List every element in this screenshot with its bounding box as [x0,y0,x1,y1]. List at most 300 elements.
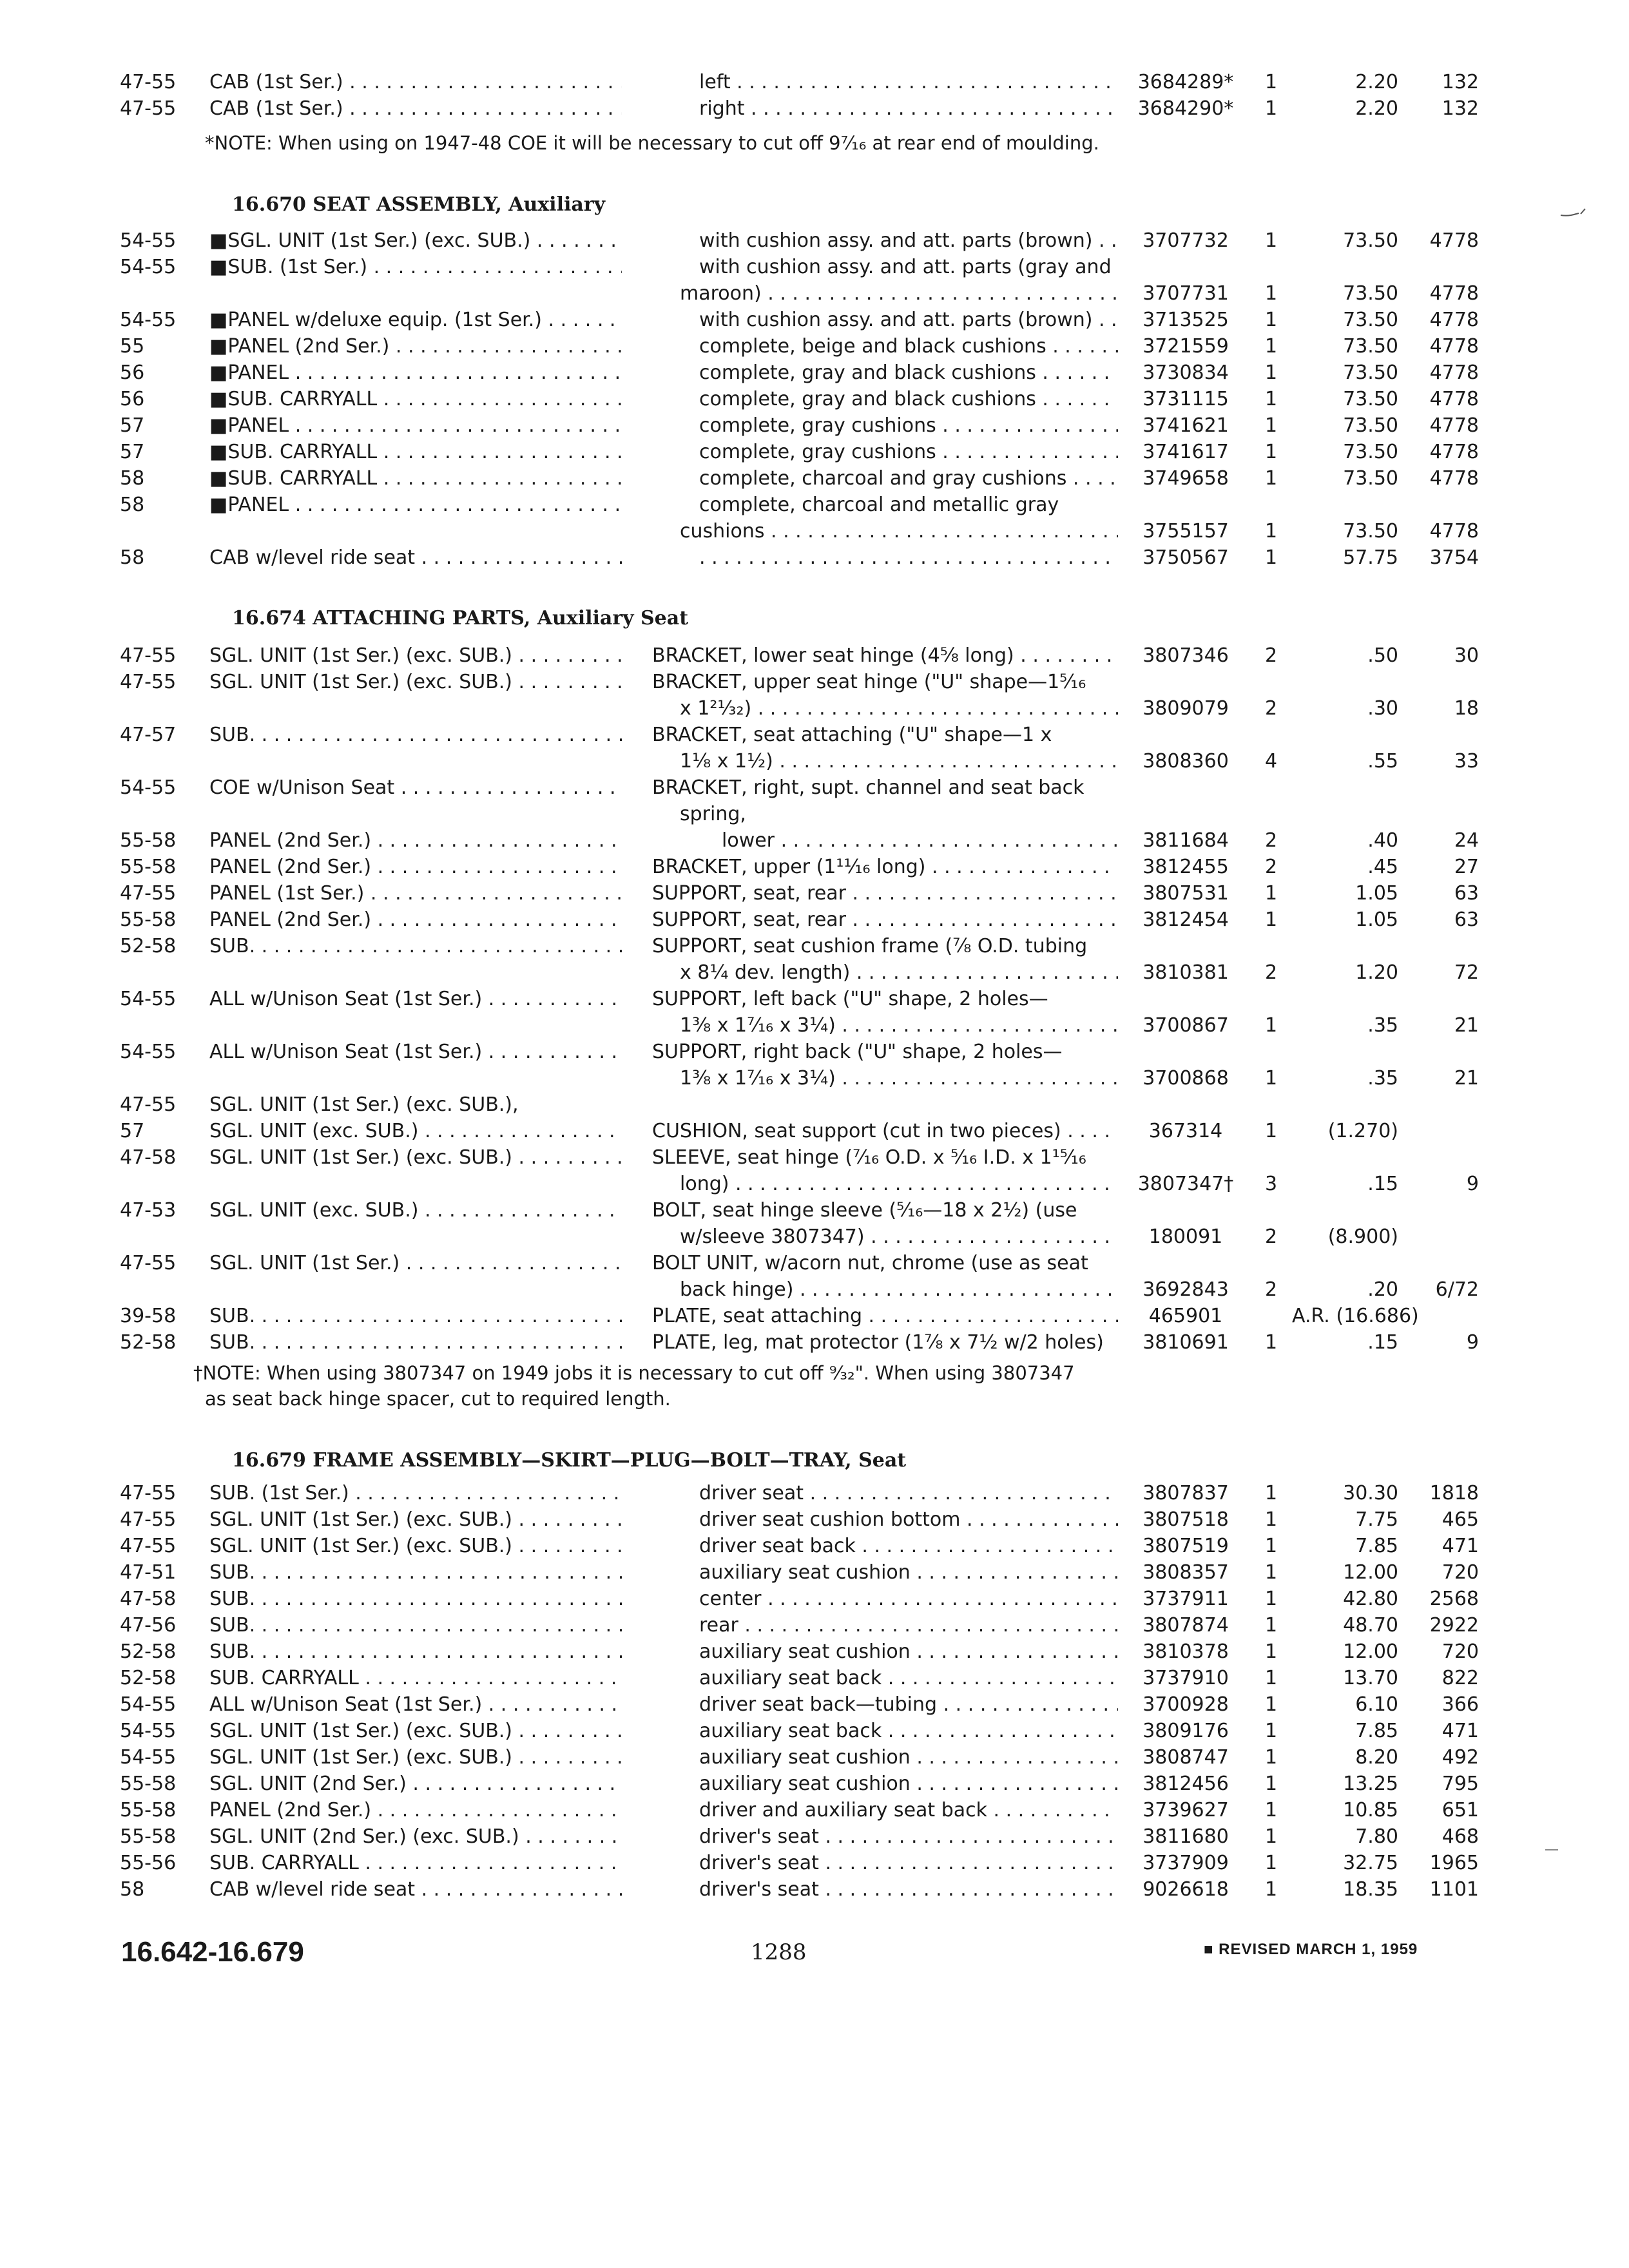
table-row [0,986,1629,1012]
weight: 468 [1441,1825,1479,1848]
weight: 1101 [1429,1878,1479,1901]
unit-price: 73.50 [1343,335,1398,358]
part-description: complete, beige and black cushions . . . [699,334,1118,360]
revision-date: ■ REVISED MARCH 1, 1959 [1204,1941,1418,1958]
part-number: 465901 [1148,1305,1223,1327]
model-name: SGL. UNIT (exc. SUB.) . . . [209,1198,622,1224]
model-year: 55-58 [120,1799,177,1821]
as-required-note: A.R. (16.686) [1292,1305,1419,1327]
part-number: 3807531 [1142,882,1229,905]
table-row [0,1850,1629,1876]
part-description: driver's seat . . . [699,1850,1118,1876]
section-header [232,1446,906,1475]
part-number: 3811680 [1142,1825,1229,1848]
unit-price: 6.10 [1355,1693,1398,1716]
model-name: CAB (1st Ser.) . . . [209,96,622,122]
table-row [0,775,1629,801]
model-name: ■PANEL (2nd Ser.) . . . [209,334,622,360]
weight: 24 [1454,829,1479,852]
part-number: 3684289* [1137,71,1234,93]
weight: 21 [1454,1067,1479,1090]
weight: 2922 [1429,1614,1479,1637]
part-description: auxiliary seat cushion . . . [699,1771,1118,1797]
model-name: SUB. . . . [209,722,622,748]
quantity: 1 [1264,1693,1278,1716]
quantity: 1 [1264,546,1278,569]
part-description: 1⅛ x 1½) . . . [680,749,1118,774]
quantity: 1 [1264,71,1278,93]
model-year: 55-58 [120,908,177,931]
part-description: SUPPORT, seat, rear . . . [652,881,1118,907]
part-number: 3700867 [1142,1014,1229,1037]
quantity: 1 [1264,1746,1278,1769]
part-description: BRACKET, seat attaching ("U" shape—1 x [652,724,1052,746]
unit-price: .30 [1367,697,1398,720]
part-description: complete, charcoal and metallic gray [699,494,1059,516]
part-description: driver seat back . . . [699,1533,1118,1559]
part-description: back hinge) . . . [680,1277,1118,1303]
table-row [0,1877,1629,1903]
model-year: 47-55 [120,1482,177,1504]
part-number: 3808747 [1142,1746,1229,1769]
model-year: 47-55 [120,97,177,120]
model-name: SUB. CARRYALL . . . [209,1666,622,1691]
unit-price: .40 [1367,829,1398,852]
model-year: 55 [120,335,145,358]
part-description: driver seat back—tubing . . . [699,1692,1118,1718]
model-year: 52-58 [120,1331,177,1354]
unit-price: .35 [1367,1014,1398,1037]
part-number: 3809079 [1142,697,1229,720]
unit-price: 73.50 [1343,361,1398,384]
model-year: 47-55 [120,671,177,693]
table-row [0,360,1629,386]
part-description: right . . . [699,96,1118,122]
quantity: 1 [1264,335,1278,358]
weight: 63 [1454,882,1479,905]
model-name: ALL w/Unison Seat (1st Ser.) . . . [209,1039,622,1065]
model-year: 47-55 [120,1252,177,1274]
table-row [0,1171,1629,1197]
model-year: 56 [120,388,145,410]
part-description: 1⅜ x 1⁷⁄₁₆ x 3¼) . . . [680,1066,1118,1091]
model-name: CAB w/level ride seat . . . [209,1877,622,1903]
model-year: 52-58 [120,1667,177,1689]
part-number: 367314 [1148,1120,1223,1142]
weight: 4778 [1429,520,1479,543]
part-description: auxiliary seat cushion . . . [699,1639,1118,1665]
unit-price: 57.75 [1343,546,1398,569]
part-description: maroon) . . . [680,281,1118,307]
model-name: SGL. UNIT (1st Ser.) (exc. SUB.) . . . [209,643,622,669]
unit-price: .20 [1367,1278,1398,1301]
table-row [0,519,1629,544]
quantity: 2 [1264,644,1278,667]
weight: 822 [1441,1667,1479,1689]
table-row [0,960,1629,986]
table-row [0,1533,1629,1559]
quantity: 1 [1264,1014,1278,1037]
quantity: 4 [1264,750,1278,773]
table-row [0,907,1629,933]
table-row [0,1745,1629,1771]
table-row [0,1613,1629,1639]
unit-price: .15 [1367,1331,1398,1354]
footnote: as seat back hinge spacer, cut to required length. [205,1388,671,1410]
table-row [0,1639,1629,1665]
unit-price: 7.85 [1355,1535,1398,1557]
unit-price: 7.75 [1355,1508,1398,1531]
part-number: 3807518 [1142,1508,1229,1531]
table-row [0,1771,1629,1797]
quantity: 1 [1264,1720,1278,1742]
model-name: SUB. CARRYALL . . . [209,1850,622,1876]
table-row [0,722,1629,748]
model-name: SGL. UNIT (1st Ser.) (exc. SUB.) . . . [209,1745,622,1771]
quantity: 1 [1264,361,1278,384]
quantity: 2 [1264,856,1278,878]
quantity: 1 [1264,1667,1278,1689]
weight: 18 [1454,697,1479,720]
model-year: 54-55 [120,256,177,278]
model-year: 54-55 [120,1720,177,1742]
quantity: 2 [1264,829,1278,852]
weight: 4778 [1429,309,1479,331]
section-title: SEAT ASSEMBLY, Auxiliary [313,193,606,216]
part-description: rear . . . [699,1613,1118,1639]
model-name: ■PANEL . . . [209,360,622,386]
part-description: PLATE, leg, mat protector (1⅞ x 7½ w/2 holes) [652,1331,1104,1354]
part-description: BRACKET, right, supt. channel and seat back [652,776,1084,799]
quantity: 1 [1264,882,1278,905]
part-description: driver's seat . . . [699,1877,1118,1903]
part-description: SLEEVE, seat hinge (⁷⁄₁₆ O.D. x ⁵⁄₁₆ I.D. x 1¹⁵⁄₁₆ [652,1146,1086,1169]
table-row [0,669,1629,695]
unit-price: .15 [1367,1173,1398,1195]
table-row [0,854,1629,880]
model-name: PANEL (2nd Ser.) . . . [209,1798,622,1823]
model-year: 47-53 [120,1199,177,1222]
part-number: 3810378 [1142,1640,1229,1663]
quantity: 1 [1264,97,1278,120]
part-description: x 1²¹⁄₃₂) . . . [680,696,1118,722]
weight: 6/72 [1435,1278,1479,1301]
table-row [0,1039,1629,1065]
part-description: driver seat . . . [699,1481,1118,1506]
model-year: 39-58 [120,1305,177,1327]
table-row [0,696,1629,722]
part-description: with cushion assy. and att. parts (gray and [699,256,1112,278]
quantity: 1 [1264,1561,1278,1584]
weight: 720 [1441,1640,1479,1663]
part-number: 3692843 [1142,1278,1229,1301]
model-year: 52-58 [120,1640,177,1663]
part-number: 3809176 [1142,1720,1229,1742]
quantity: 2 [1264,1278,1278,1301]
weight: 1965 [1429,1852,1479,1874]
model-year: 47-55 [120,1093,177,1116]
quantity: 1 [1264,229,1278,252]
quantity: 1 [1264,467,1278,490]
unit-price: 73.50 [1343,388,1398,410]
model-year: 56 [120,361,145,384]
table-row [0,1692,1629,1718]
model-year: 58 [120,1878,145,1901]
part-description: complete, gray and black cushions . . . [699,387,1118,412]
table-row [0,1560,1629,1586]
part-description: complete, gray cushions . . . [699,413,1118,439]
page-number: 1288 [751,1939,807,1965]
weight: 651 [1441,1799,1479,1821]
model-year: 47-55 [120,644,177,667]
part-description: 1⅜ x 1⁷⁄₁₆ x 3¼) . . . [680,1013,1118,1039]
quantity: 1 [1264,1120,1278,1142]
weight: 4778 [1429,441,1479,463]
part-description: lower . . . [722,828,1118,854]
model-year: 57 [120,441,145,463]
part-description: SUPPORT, seat, rear . . . [652,907,1118,933]
model-year: 55-58 [120,829,177,852]
unit-price: 73.50 [1343,467,1398,490]
table-row [0,1251,1629,1276]
model-name: SGL. UNIT (1st Ser.) . . . [209,1251,622,1276]
weight: 2568 [1429,1588,1479,1610]
part-description: driver and auxiliary seat back . . . [699,1798,1118,1823]
table-row [0,70,1629,95]
weight: 492 [1441,1746,1479,1769]
model-name: ■SUB. CARRYALL . . . [209,439,622,465]
part-number: 3700928 [1142,1693,1229,1716]
model-name: SGL. UNIT (2nd Ser.) . . . [209,1771,622,1797]
part-number: 3713525 [1142,309,1229,331]
weight: 63 [1454,908,1479,931]
weight: 9 [1466,1173,1479,1195]
part-description: with cushion assy. and att. parts (brown) . . . [699,307,1118,333]
model-name: CAB w/level ride seat . . . [209,545,622,571]
model-year: 47-55 [120,882,177,905]
part-description: auxiliary seat back . . . [699,1666,1118,1691]
part-description: auxiliary seat cushion . . . [699,1745,1118,1771]
table-row [0,439,1629,465]
part-number: 3737910 [1142,1667,1229,1689]
table-row [0,1718,1629,1744]
model-name: ■PANEL . . . [209,492,622,518]
part-number: 3808357 [1142,1561,1229,1584]
weight: 4778 [1429,335,1479,358]
table-row [0,643,1629,669]
table-row [0,934,1629,959]
model-year: 55-58 [120,1773,177,1795]
unit-price: 12.00 [1343,1561,1398,1584]
model-year: 58 [120,546,145,569]
weight: 33 [1454,750,1479,773]
weight: 4778 [1429,361,1479,384]
model-name: ■SUB. CARRYALL . . . [209,466,622,492]
table-row [0,1066,1629,1091]
model-name: SGL. UNIT (1st Ser.) (exc. SUB.) . . . [209,1718,622,1744]
quantity: 1 [1264,1508,1278,1531]
unit-price: .50 [1367,644,1398,667]
model-year: 54-55 [120,1746,177,1769]
model-year: 58 [120,467,145,490]
part-description: SUPPORT, seat cushion frame (⅞ O.D. tubing [652,935,1088,957]
model-name: SGL. UNIT (exc. SUB.) . . . [209,1119,622,1144]
unit-price: .35 [1367,1067,1398,1090]
weight: 4778 [1429,414,1479,437]
unit-price: 1.05 [1355,908,1398,931]
weight: 132 [1441,97,1479,120]
table-row [0,1586,1629,1612]
weight: 471 [1441,1720,1479,1742]
part-description: SUPPORT, left back ("U" shape, 2 holes— [652,988,1048,1010]
quantity: 1 [1264,1067,1278,1090]
table-row [0,1507,1629,1533]
margin-tick [1545,1849,1558,1850]
section-number: 16.674 [232,607,306,629]
model-name: SGL. UNIT (1st Ser.) (exc. SUB.) . . . [209,669,622,695]
model-year: 54-55 [120,988,177,1010]
model-name: SGL. UNIT (2nd Ser.) (exc. SUB.) . . . [209,1824,622,1850]
unit-price: .55 [1367,750,1398,773]
model-name: SUB. . . . [209,1586,622,1612]
table-row [0,307,1629,333]
model-name: SUB. . . . [209,1613,622,1639]
unit-price: 73.50 [1343,309,1398,331]
unit-price: 18.35 [1343,1878,1398,1901]
model-year: 47-55 [120,1508,177,1531]
part-description: long) . . . [680,1171,1118,1197]
quantity: 1 [1264,388,1278,410]
part-description: auxiliary seat cushion . . . [699,1560,1118,1586]
unit-price: 48.70 [1343,1614,1398,1637]
table-row [0,1303,1629,1329]
model-year: 47-58 [120,1146,177,1169]
part-number: 3737911 [1142,1588,1229,1610]
quantity: 1 [1264,414,1278,437]
part-number: 3812454 [1142,908,1229,931]
unit-price: 73.50 [1343,229,1398,252]
model-name: SUB. (1st Ser.) . . . [209,1481,622,1506]
model-year: 47-51 [120,1561,177,1584]
weight: 366 [1441,1693,1479,1716]
model-name: CAB (1st Ser.) . . . [209,70,622,95]
unit-price: 13.25 [1343,1773,1398,1795]
section-header [232,604,688,633]
model-year: 54-55 [120,1041,177,1063]
quantity: 1 [1264,1614,1278,1637]
unit-price: 13.70 [1343,1667,1398,1689]
part-description: auxiliary seat back . . . [699,1718,1118,1744]
weight: 1818 [1429,1482,1479,1504]
model-name: SUB. . . . [209,1639,622,1665]
model-name: SUB. . . . [209,934,622,959]
part-number: 3807346 [1142,644,1229,667]
part-number: 3807347† [1137,1173,1234,1195]
table-row [0,1198,1629,1224]
model-year: 57 [120,414,145,437]
weight: 132 [1441,71,1479,93]
quantity: 1 [1264,282,1278,305]
table-row [0,1013,1629,1039]
table-row [0,1666,1629,1691]
unit-price: 73.50 [1343,441,1398,463]
model-year: 58 [120,494,145,516]
unit-price: 2.20 [1355,71,1398,93]
part-description: complete, gray cushions . . . [699,439,1118,465]
model-name: ALL w/Unison Seat (1st Ser.) . . . [209,1692,622,1718]
model-name: ALL w/Unison Seat (1st Ser.) . . . [209,986,622,1012]
table-row [0,881,1629,907]
model-name: PANEL (2nd Ser.) . . . [209,907,622,933]
part-number: 3750567 [1142,546,1229,569]
model-name: PANEL (2nd Ser.) . . . [209,854,622,880]
table-row [0,1224,1629,1250]
part-number: 3810381 [1142,961,1229,984]
quantity: 1 [1264,309,1278,331]
weight: 4778 [1429,282,1479,305]
table-row [0,545,1629,571]
part-description: driver's seat . . . [699,1824,1118,1850]
table-row [0,1824,1629,1850]
table-row [0,1119,1629,1144]
part-number: 3721559 [1142,335,1229,358]
unit-price: 73.50 [1343,282,1398,305]
model-name: ■SUB. (1st Ser.) . . . [209,255,622,280]
model-name: PANEL (1st Ser.) . . . [209,881,622,907]
part-description: cushions . . . [680,519,1118,544]
weight: 9 [1466,1331,1479,1354]
part-description: with cushion assy. and att. parts (brown) . . . [699,228,1118,254]
quantity: 1 [1264,1799,1278,1821]
model-name: COE w/Unison Seat . . . [209,775,622,801]
unit-price: 12.00 [1343,1640,1398,1663]
model-year: 47-58 [120,1588,177,1610]
model-name: SGL. UNIT (1st Ser.) (exc. SUB.) . . . [209,1533,622,1559]
part-description: center . . . [699,1586,1118,1612]
model-year: 57 [120,1120,145,1142]
table-row [0,1481,1629,1506]
model-name: SGL. UNIT (1st Ser.) (exc. SUB.) . . . [209,1145,622,1171]
part-description: PLATE, seat attaching . . . [652,1303,1118,1329]
unit-price: (8.900) [1327,1225,1398,1248]
weight: 4778 [1429,229,1479,252]
table-row [0,828,1629,854]
part-description: SUPPORT, right back ("U" shape, 2 holes— [652,1041,1063,1063]
part-number: 3741621 [1142,414,1229,437]
part-number: 3807874 [1142,1614,1229,1637]
table-row [0,802,1629,827]
table-row [0,1145,1629,1171]
part-number: 3741617 [1142,441,1229,463]
weight: 30 [1454,644,1479,667]
part-number: 3811684 [1142,829,1229,852]
weight: 27 [1454,856,1479,878]
unit-price: 7.80 [1355,1825,1398,1848]
table-row [0,281,1629,307]
part-number: 3808360 [1142,750,1229,773]
weight: 795 [1441,1773,1479,1795]
unit-price: 30.30 [1343,1482,1398,1504]
model-year: 54-55 [120,229,177,252]
part-description: complete, gray and black cushions . . . [699,360,1118,386]
table-row [0,334,1629,360]
quantity: 1 [1264,1852,1278,1874]
model-name: SGL. UNIT (1st Ser.) (exc. SUB.) . . . [209,1507,622,1533]
margin-mark-icon [1559,207,1586,218]
unit-price: 73.50 [1343,414,1398,437]
section-number: 16.679 [232,1449,306,1472]
part-number: 3755157 [1142,520,1229,543]
